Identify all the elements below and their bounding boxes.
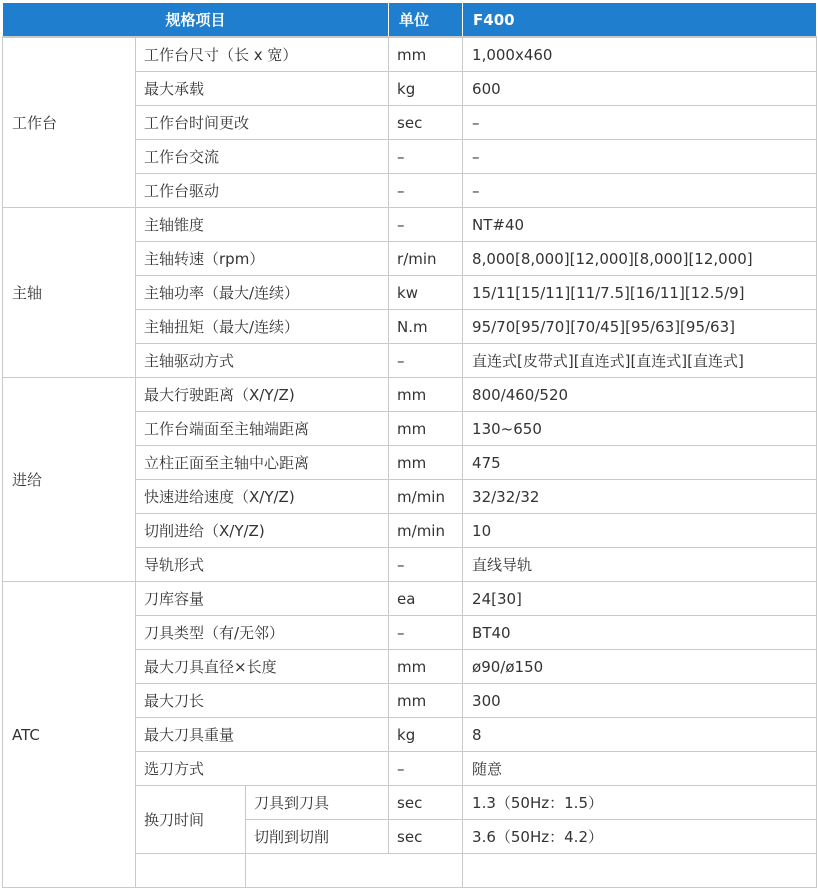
spec-item: 主轴功率（最大/连续） bbox=[136, 276, 389, 310]
spec-value: 15/11[15/11][11/7.5][16/11][12.5/9] bbox=[463, 276, 817, 310]
spec-item: 切削进给（X/Y/Z) bbox=[136, 514, 389, 548]
spec-unit: mm bbox=[389, 650, 463, 684]
table-row bbox=[3, 378, 817, 412]
spec-item: 最大承载 bbox=[136, 72, 389, 106]
spec-value: 随意 bbox=[463, 752, 817, 786]
spec-value: 8,000[8,000][12,000][8,000][12,000] bbox=[463, 242, 817, 276]
spec-unit: sec bbox=[389, 820, 463, 854]
subgroup-label: 换刀时间 bbox=[136, 786, 246, 854]
spec-item: 工作台时间更改 bbox=[136, 106, 389, 140]
spec-value: – bbox=[463, 174, 817, 208]
spec-value: – bbox=[463, 140, 817, 174]
spec-value: BT40 bbox=[463, 616, 817, 650]
spec-item: 工作台端面至主轴端距离 bbox=[136, 412, 389, 446]
spec-item: 选刀方式 bbox=[136, 752, 389, 786]
spec-value: 300 bbox=[463, 684, 817, 718]
spec-item: 工作台驱动 bbox=[136, 174, 389, 208]
spec-unit: – bbox=[389, 616, 463, 650]
spec-value: NT#40 bbox=[463, 208, 817, 242]
spec-unit: kw bbox=[389, 276, 463, 310]
spec-item: 导轨形式 bbox=[136, 548, 389, 582]
spec-item: 工作台尺寸（长 x 宽） bbox=[136, 37, 389, 72]
spec-unit: mm bbox=[389, 378, 463, 412]
header-unit: 单位 bbox=[389, 3, 463, 38]
spec-value: 10 bbox=[463, 514, 817, 548]
spec-unit: ea bbox=[389, 582, 463, 616]
spec-unit: m/min bbox=[389, 514, 463, 548]
spec-unit: – bbox=[389, 208, 463, 242]
spec-item: 刀具到刀具 bbox=[246, 786, 389, 820]
spec-value: 1.3（50Hz：1.5） bbox=[463, 786, 817, 820]
spec-value: 32/32/32 bbox=[463, 480, 817, 514]
spec-unit: sec bbox=[389, 106, 463, 140]
spec-unit: – bbox=[389, 174, 463, 208]
group-label: 主轴 bbox=[3, 208, 136, 378]
spec-value: 3.6（50Hz：4.2） bbox=[463, 820, 817, 854]
spec-item: 主轴驱动方式 bbox=[136, 344, 389, 378]
spec-item: 主轴扭矩（最大/连续） bbox=[136, 310, 389, 344]
spec-unit: r/min bbox=[389, 242, 463, 276]
spec-item: 最大行驶距离（X/Y/Z) bbox=[136, 378, 389, 412]
spec-item: 刀具类型（有/无邻） bbox=[136, 616, 389, 650]
spec-item: 快速进给速度（X/Y/Z) bbox=[136, 480, 389, 514]
spec-unit: mm bbox=[389, 412, 463, 446]
spec-unit: sec bbox=[389, 786, 463, 820]
header-model: F400 bbox=[463, 3, 817, 38]
spec-value: 直线导轨 bbox=[463, 548, 817, 582]
spec-value: 130~650 bbox=[463, 412, 817, 446]
spec-unit: N.m bbox=[389, 310, 463, 344]
group-label: ATC bbox=[3, 582, 136, 888]
spec-item: 主轴转速（rpm） bbox=[136, 242, 389, 276]
spec-unit: – bbox=[389, 140, 463, 174]
empty-cell bbox=[246, 854, 463, 888]
table-row bbox=[3, 37, 817, 72]
spec-unit: m/min bbox=[389, 480, 463, 514]
spec-unit: – bbox=[389, 752, 463, 786]
spec-table bbox=[2, 2, 817, 888]
group-label: 进给 bbox=[3, 378, 136, 582]
spec-value: 8 bbox=[463, 718, 817, 752]
empty-cell bbox=[136, 854, 246, 888]
table-header-row bbox=[3, 3, 817, 38]
spec-item: 切削到切削 bbox=[246, 820, 389, 854]
spec-value: 600 bbox=[463, 72, 817, 106]
spec-value: 475 bbox=[463, 446, 817, 480]
spec-item: 工作台交流 bbox=[136, 140, 389, 174]
spec-item: 立柱正面至主轴中心距离 bbox=[136, 446, 389, 480]
table-row bbox=[3, 208, 817, 242]
spec-value: 1,000x460 bbox=[463, 37, 817, 72]
spec-value: – bbox=[463, 106, 817, 140]
spec-unit: mm bbox=[389, 446, 463, 480]
spec-unit: mm bbox=[389, 37, 463, 72]
spec-item: 最大刀长 bbox=[136, 684, 389, 718]
header-item: 规格项目 bbox=[3, 3, 389, 38]
spec-value: 24[30] bbox=[463, 582, 817, 616]
spec-item: 主轴锥度 bbox=[136, 208, 389, 242]
empty-cell bbox=[463, 854, 817, 888]
spec-unit: kg bbox=[389, 718, 463, 752]
spec-unit: mm bbox=[389, 684, 463, 718]
spec-value: ø90/ø150 bbox=[463, 650, 817, 684]
spec-value: 800/460/520 bbox=[463, 378, 817, 412]
spec-unit: – bbox=[389, 344, 463, 378]
spec-unit: – bbox=[389, 548, 463, 582]
spec-value: 直连式[皮带式][直连式][直连式][直连式] bbox=[463, 344, 817, 378]
table-row bbox=[3, 582, 817, 616]
spec-unit: kg bbox=[389, 72, 463, 106]
spec-item: 最大刀具直径×长度 bbox=[136, 650, 389, 684]
spec-item: 最大刀具重量 bbox=[136, 718, 389, 752]
spec-value: 95/70[95/70][70/45][95/63][95/63] bbox=[463, 310, 817, 344]
spec-item: 刀库容量 bbox=[136, 582, 389, 616]
group-label: 工作台 bbox=[3, 37, 136, 208]
